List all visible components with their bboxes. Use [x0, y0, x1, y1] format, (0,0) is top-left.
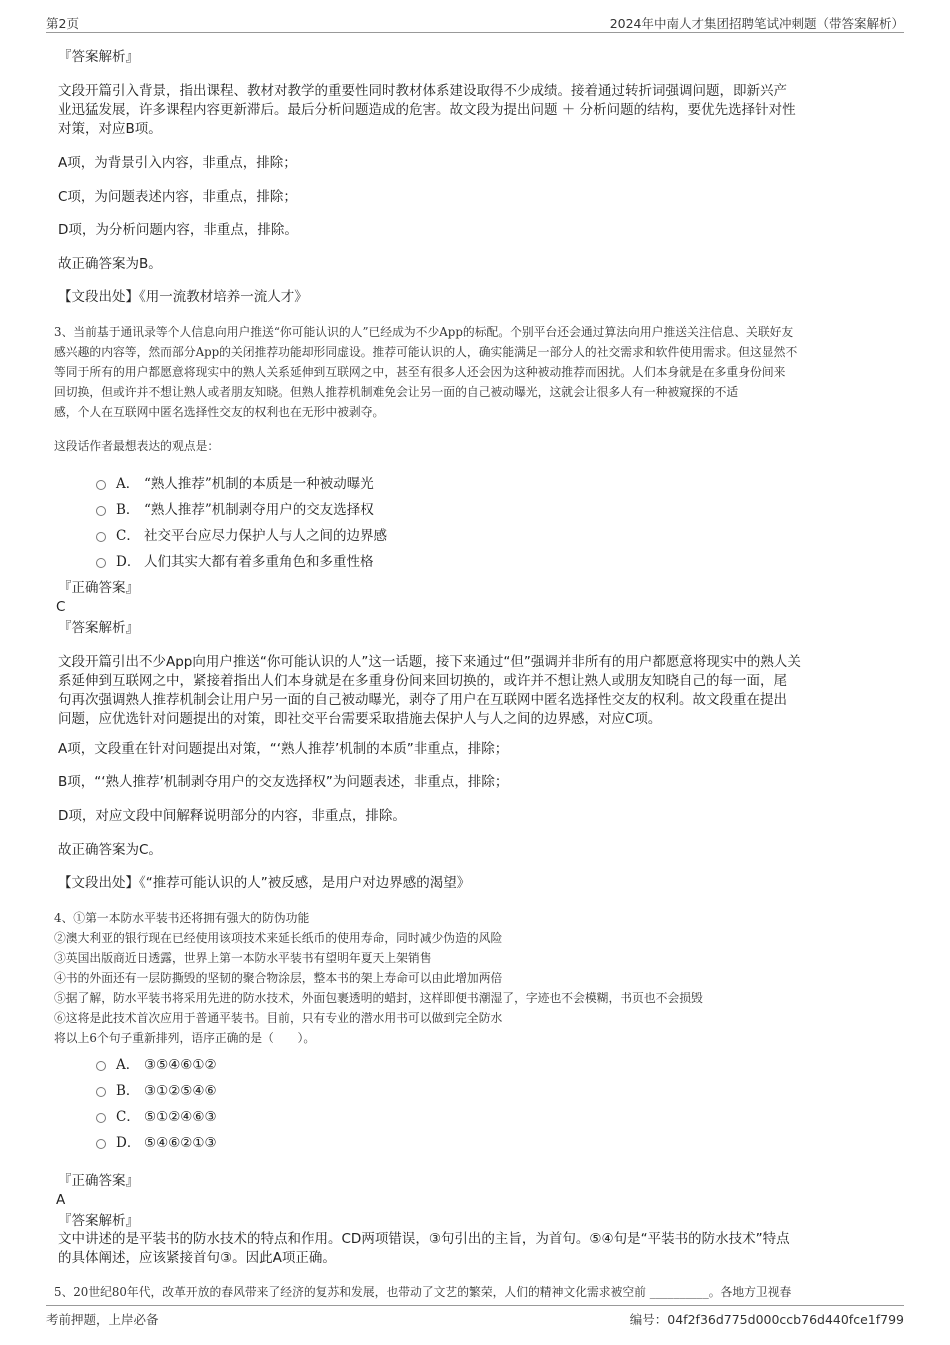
q4-analysis-title: 『答案解析』	[58, 1213, 139, 1229]
q2-analysis-title: 『答案解析』	[58, 49, 139, 65]
analysis-line: 文段开篇引出不少App向用户推送“你可能认识的人”这一话题，接下来通过“但”强调并非所有的用户都愿意将现实中的熟人关	[58, 654, 801, 670]
document-title: 2024年中南人才集团招聘笔试冲刺题（带答案解析）	[609, 16, 904, 31]
q3-analysis	[58, 653, 801, 729]
q3-note-d: D项，对应文段中间解释说明部分的内容，非重点，排除。	[58, 808, 406, 824]
stem-line: ⑤据了解，防水平装书将采用先进的防水技术，外面包裹透明的蜡封，这样即便书潮湿了，字迹也不会模糊，书页也不会损毁	[54, 991, 703, 1005]
q3-source: 【文段出处】《“推荐可能认识的人”被反感，是用户对边界感的渴望》	[58, 875, 471, 891]
page-footer	[46, 1305, 904, 1329]
q2-source: 【文段出处】《用一流教材培养一流人才》	[58, 289, 308, 305]
stem-line: ③英国出版商近日透露，世界上第一本防水平装书有望明年夏天上架销售	[54, 951, 432, 965]
stem-line: 感，个人在互联网中匿名选择性交友的权利也在无形中被剥夺。	[54, 405, 385, 419]
q4-answer: A	[56, 1192, 66, 1208]
page-number: 第2页	[46, 16, 79, 31]
radio-icon[interactable]	[96, 1061, 106, 1071]
stem-line: 将以上6个句子重新排列，语序正确的是（ ）。	[54, 1031, 316, 1045]
q2-note-a: A项，为背景引入内容，非重点，排除；	[58, 155, 297, 171]
q2-analysis	[58, 82, 796, 139]
radio-icon[interactable]	[96, 1087, 106, 1097]
analysis-line: 系延伸到互联网之中，紧接着指出人们本身就是在多重身份间来回切换的，或许并不想让熟人或朋友知晓自己的每一面，尾	[58, 673, 787, 689]
q3-option-b[interactable]: B． “熟人推荐”机制剥夺用户的交友选择权	[96, 498, 374, 518]
q4-answer-title: 『正确答案』	[58, 1173, 139, 1189]
q4-option-d[interactable]: D． ⑤④⑥②①③	[96, 1131, 217, 1151]
analysis-line: 文中讲述的是平装书的防水技术的特点和作用。CD两项错误，③句引出的主旨，为首句。⑤④句是“平装书的防水技术”特点	[58, 1231, 790, 1247]
stem-line: 3、当前基于通讯录等个人信息向用户推送“你可能认识的人”已经成为不少App的标配。个别平台还会通过算法向用户推送关注信息、关联好友	[54, 325, 794, 339]
q2-note-c: C项，为问题表述内容，非重点，排除；	[58, 189, 297, 205]
q4-analysis	[58, 1230, 790, 1268]
q3-conclusion: 故正确答案为C。	[58, 842, 162, 858]
q3-answer-title: 『正确答案』	[58, 580, 139, 596]
stem-line: 4、①第一本防水平装书还将拥有强大的防伪功能	[54, 911, 310, 925]
stem-line: 回切换，但或许并不想让熟人或者朋友知晓。但熟人推荐机制难免会让另一面的自己被动曝光，这就会让很多人有一种被窥探的不适	[54, 385, 739, 399]
radio-icon[interactable]	[96, 532, 106, 542]
radio-icon[interactable]	[96, 558, 106, 568]
radio-icon[interactable]	[96, 1113, 106, 1123]
q3-option-a[interactable]: A． “熟人推荐”机制的本质是一种被动曝光	[96, 472, 374, 492]
footer-slogan: 考前押题，上岸必备	[46, 1312, 159, 1327]
q3-option-c[interactable]: C． 社交平台应尽力保护人与人之间的边界感	[96, 524, 387, 544]
q4-option-b[interactable]: B． ③①②⑤④⑥	[96, 1079, 217, 1099]
analysis-line: 句再次强调熟人推荐机制会让用户另一面的自己被动曝光，剥夺了用户在互联网中匿名选择性交友的权利。故文段重在提出	[58, 692, 787, 708]
stem-line: ②澳大利亚的银行现在已经使用该项技术来延长纸币的使用寿命，同时减少伪造的风险	[54, 931, 503, 945]
q3-question: 这段话作者最想表达的观点是：	[54, 439, 220, 453]
q3-note-a: A项，文段重在针对问题提出对策，“‘熟人推荐’机制的本质”非重点，排除；	[58, 741, 509, 757]
stem-line: ④书的外面还有一层防撕毁的坚韧的聚合物涂层，整本书的架上寿命可以由此增加两倍	[54, 971, 503, 985]
radio-icon[interactable]	[96, 480, 106, 490]
q4-option-a[interactable]: A． ③⑤④⑥①②	[96, 1053, 217, 1073]
q2-note-d: D项，为分析问题内容，非重点，排除。	[58, 222, 298, 238]
q4-stem	[54, 908, 703, 1048]
analysis-line: 对策，对应B项。	[58, 121, 162, 137]
q3-stem	[54, 322, 797, 422]
analysis-line: 文段开篇引入背景，指出课程、教材对教学的重要性同时教材体系建设取得不少成绩。接着通过转折词强调问题，即新兴产	[58, 83, 787, 99]
page-header	[46, 14, 904, 33]
q3-answer: C	[56, 599, 66, 615]
q3-option-d[interactable]: D． 人们其实大都有着多重角色和多重性格	[96, 550, 374, 570]
q3-note-b: B项，“‘熟人推荐’机制剥夺用户的交友选择权”为问题表述，非重点，排除；	[58, 774, 509, 790]
stem-line: ⑥这将是此技术首次应用于普通平装书。目前，只有专业的潜水用书可以做到完全防水	[54, 1011, 503, 1025]
stem-line: 等同于所有的用户都愿意将现实中的熟人关系延伸到互联网之中，甚至有很多人还会因为这种被动推荐而困扰。人们本身就是在多重身份间来	[54, 365, 786, 379]
q3-analysis-title: 『答案解析』	[58, 620, 139, 636]
analysis-line: 业迅猛发展，许多课程内容更新滞后。最后分析问题造成的危害。故文段为提出问题 ＋ 分析问题的结构，要优先选择针对性	[58, 102, 796, 118]
analysis-line: 的具体阐述，应该紧接首句③。因此A项正确。	[58, 1250, 336, 1266]
radio-icon[interactable]	[96, 1139, 106, 1149]
q5-stem: 5、20世纪80年代，改革开放的春风带来了经济的复苏和发展，也带动了文艺的繁荣，人们的精神文化需求被空前 __________。各地方卫视春	[54, 1285, 792, 1299]
analysis-line: 问题，应优选针对问题提出的对策，即社交平台需要采取措施去保护人与人之间的边界感，对应C项。	[58, 711, 662, 727]
q2-conclusion: 故正确答案为B。	[58, 256, 162, 272]
q4-option-c[interactable]: C． ⑤①②④⑥③	[96, 1105, 217, 1125]
radio-icon[interactable]	[96, 506, 106, 516]
document-id: 编号：04f2f36d775d000ccb76d440fce1f799	[629, 1312, 904, 1327]
stem-line: 感兴趣的内容等，然而部分App的关闭推荐功能却形同虚设。推荐可能认识的人，确实能满足一部分人的社交需求和软件使用需求。但这显然不	[54, 345, 798, 359]
